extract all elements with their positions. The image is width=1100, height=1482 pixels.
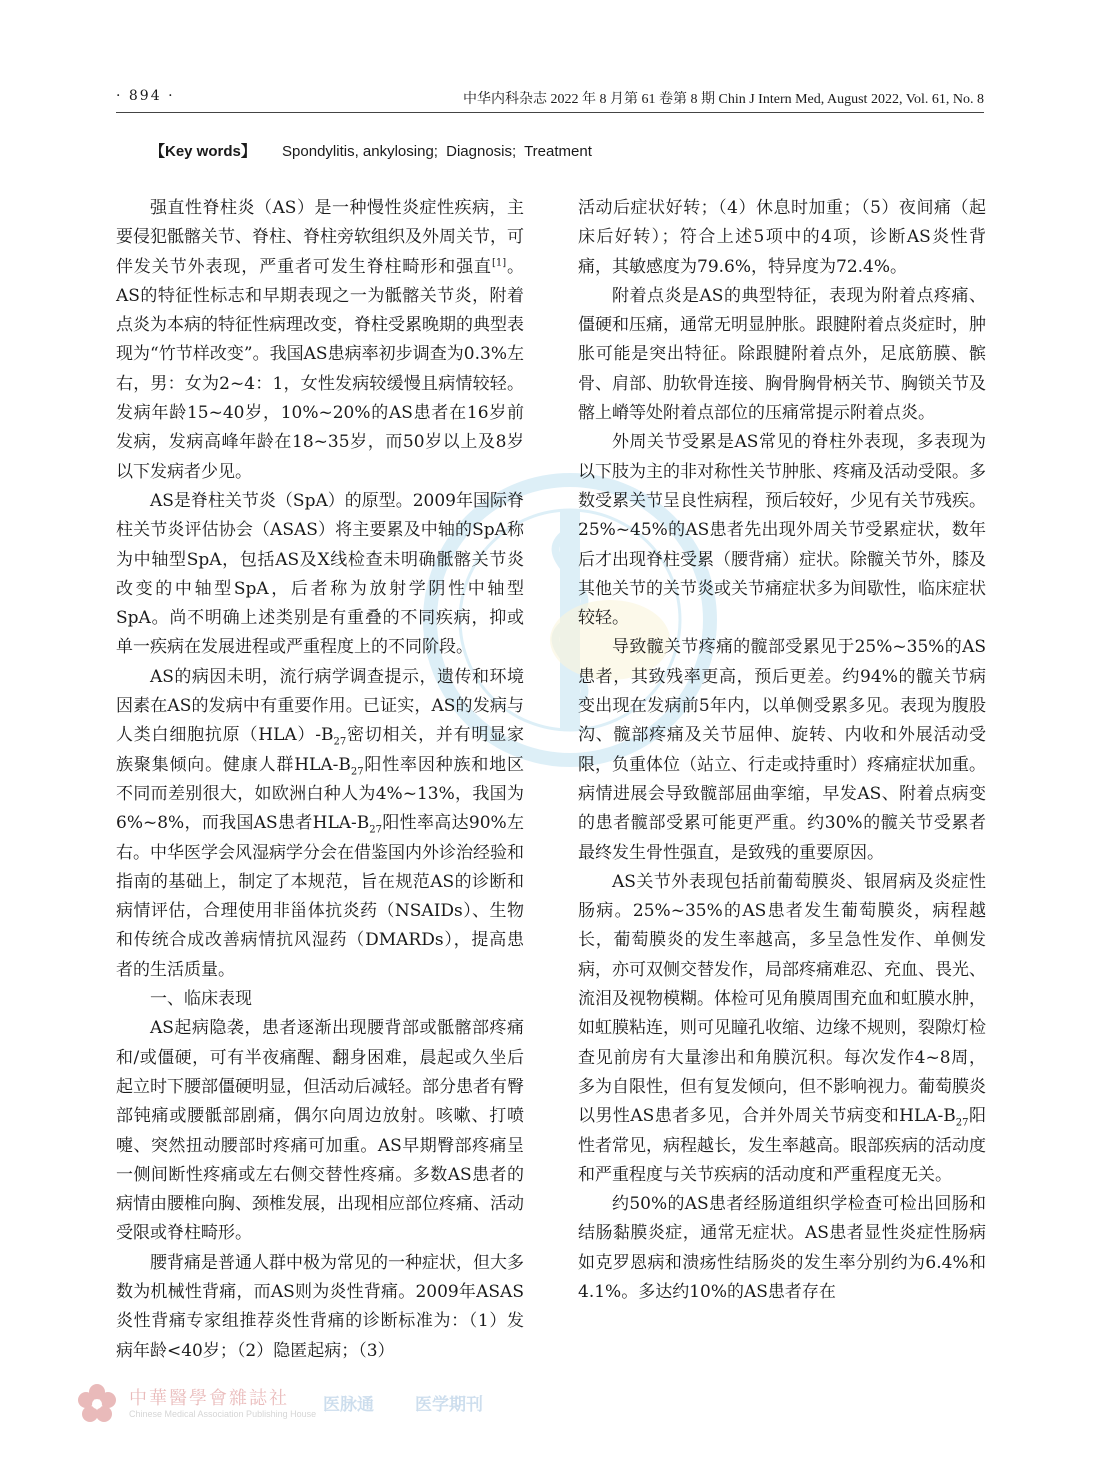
paragraph: AS是脊柱关节炎（SpA）的原型。2009年国际脊柱关节炎评估协会（ASAS）将主要累及中轴的SpA称为中轴型SpA，包括AS及X线检查未明确骶髂关节炎改变的中轴型SpA，后者称为放射学阴性中轴型SpA。尚不明确上述类别是有重叠的不同疾病，抑或单一疾病在发展进程或严重程度上的不同阶段。 bbox=[116, 490, 524, 658]
paragraph: 活动后症状好转；（4）休息时加重；（5）夜间痛（起床后好转）；符合上述5项中的4项，诊断AS炎性背痛，其敏感度为79.6%，特异度为72.4%。 bbox=[578, 198, 986, 277]
paragraph: 外周关节受累是AS常见的脊柱外表现，多表现为以下肢为主的非对称性关节肿胀、疼痛及活动受限。多数受累关节呈良性病程，预后较好，少见有关节残疾。25%~45%的AS患者先出现外周关节受累症状，数年后才出现脊柱受累（腰背痛）症状。除髋关节外，膝及其他关节的关节炎或关节痛症状多为间歇性，临床症状较轻。 bbox=[578, 432, 986, 629]
paragraph: 约50%的AS患者经肠道组织学检查可检出回肠和结肠黏膜炎症，通常无症状。AS患者显性炎症性肠病如克罗恩病和溃疡性结肠炎的发生率分别约为6.4%和4.1%。多达约10%的AS患者存在 bbox=[578, 1194, 986, 1302]
paragraph: 强直性脊柱炎（AS）是一种慢性炎症性疾病，主要侵犯骶髂关节、脊柱、脊柱旁软组织及外周关节，可伴发关节外表现，严重者可发生脊柱畸形和强直[1]。AS的特征性标志和早期表现之一为骶髂关节炎，附着点炎为本病的特征性病理改变，脊柱受累晚期的典型表现为“竹节样改变”。我国AS患病率初步调查为0.3%左右，男：女为2~4：1，女性发病较缓慢且病情较轻。发病年龄15~40岁，10%~20%的AS患者在16岁前发病，发病高峰年龄在18~35岁，而50岁以上及8岁以下发病者少见。 bbox=[116, 198, 525, 482]
brand-logo: 医脉通 bbox=[323, 1395, 374, 1415]
keywords-label: 【Key words】 bbox=[150, 143, 256, 160]
paragraph: 腰背痛是普通人群中极为常见的一种症状，但大多数为机械性背痛，而AS则为炎性背痛。2009年ASAS炎性背痛专家组推荐炎性背痛的诊断标准为：（1）发病年龄<40岁；（2）隐匿起病；（3） bbox=[116, 1252, 524, 1361]
paragraph: AS起病隐袭，患者逐渐出现腰背部或骶髂部疼痛和/或僵硬，可有半夜痛醒、翻身困难，晨起或久坐后起立时下腰部僵硬明显，但活动后减轻。部分患者有臀部钝痛或腰骶部剧痛，偶尔向周边放射。咳嗽、打喷嚏、突然扭动腰部时疼痛可加重。AS早期臀部疼痛呈一侧间断性疼痛或左右侧交替性疼痛。多数AS患者的病情由腰椎向胸、颈椎发展，出现相应部位疼痛、活动受限或脊柱畸形。 bbox=[116, 1018, 524, 1244]
keyword-item: Spondylitis, ankylosing; bbox=[282, 143, 438, 160]
paragraph: AS关节外表现包括前葡萄膜炎、银屑病及炎症性肠病。25%~35%的AS患者发生葡萄膜炎，病程越长，葡萄膜炎的发生率越高，多呈急性发作、单侧发病，亦可双侧交替发作，局部疼痛难忍、充血、畏光、流泪及视物模糊。体检可见角膜周围充血和虹膜水肿，如虹膜粘连，则可见瞳孔收缩、边缘不规则，裂隙灯检查见前房有大量渗出和角膜沉积。每次发作4~8周，多为自限性，但有复发倾向，但不影响视力。葡萄膜炎以男性AS患者多见，合并外周关节病变和HLA-$B_{27}$阳性者常见，病程越长，发生率越高。眼部疾病的活动度和严重程度与关节疾病的活动度和严重程度无关。 bbox=[578, 871, 986, 1185]
article-column-right bbox=[578, 194, 986, 1307]
paragraph: 附着点炎是AS的典型特征，表现为附着点疼痛、僵硬和压痛，通常无明显肿胀。跟腱附着点炎症时，肿胀可能是突出特征。除跟腱附着点外，足底筋膜、髌骨、肩部、肋软骨连接、胸骨胸骨柄关节、胸锁关节及髂上嵴等处附着点部位的压痛常提示附着点炎。 bbox=[578, 285, 986, 424]
keyword-item: Diagnosis; bbox=[446, 143, 517, 160]
section-heading: 一、临床表现 bbox=[150, 989, 252, 1010]
brand-logo: 医学期刊 bbox=[415, 1395, 483, 1415]
keywords-line bbox=[150, 140, 596, 161]
publisher-name: 中華醫學會雜誌社 bbox=[129, 1388, 289, 1409]
publisher-name-en: Chinese Medical Association Publishing House bbox=[129, 1409, 317, 1419]
journal-citation: 中华内科杂志 2022 年 8 月第 61 卷第 8 期 Chin J Intern Med, August 2022, Vol. 61, No. 8 bbox=[463, 92, 984, 107]
article-column-left bbox=[116, 194, 524, 1366]
paragraph: AS的病因未明，流行病学调查提示，遗传和环境因素在AS的发病中有重要作用。已证实，AS的发病与人类白细胞抗原$(HLA)-B_{27}$密切相关，并有明显家族聚集倾向。健康人群HLA-$B_{27}$阳性率因种族和地区不同而差别很大，如欧洲白种人为4%~13%，我国为6%~8%，而我国AS患者HLA-$B_{27}$阳性率高达90%左右。中华医学会风湿病学分会在借鉴国内外诊治经验和指南的基础上，制定了本规范，旨在规范AS的诊断和病情评估，合理使用非甾体抗炎药（NSAIDs）、生物和传统合成改善病情抗风湿药（DMARDs），提高患者的生活质量。 bbox=[116, 666, 524, 980]
keyword-item: Treatment bbox=[524, 143, 592, 160]
publisher-footer bbox=[75, 1382, 505, 1426]
running-header bbox=[116, 86, 984, 113]
page-number: · 894 · bbox=[116, 88, 175, 104]
paragraph: 导致髋关节疼痛的髋部受累见于25%~35%的AS患者，其致残率更高，预后更差。约94%的髋关节病变出现在发病前5年内，以单侧受累多见。表现为腹股沟、髋部疼痛及关节屈伸、旋转、内收和外展活动受限，负重体位（站立、行走或持重时）疼痛症状加重。病情进展会导致髋部屈曲挛缩，早发AS、附着点病变的患者髋部受累可能更严重。约30%的髋关节受累者最终发生骨性强直，是致残的重要原因。 bbox=[578, 637, 986, 863]
publisher-flower-logo-icon bbox=[75, 1382, 119, 1426]
citation-ref[interactable]: [1] bbox=[491, 256, 507, 268]
